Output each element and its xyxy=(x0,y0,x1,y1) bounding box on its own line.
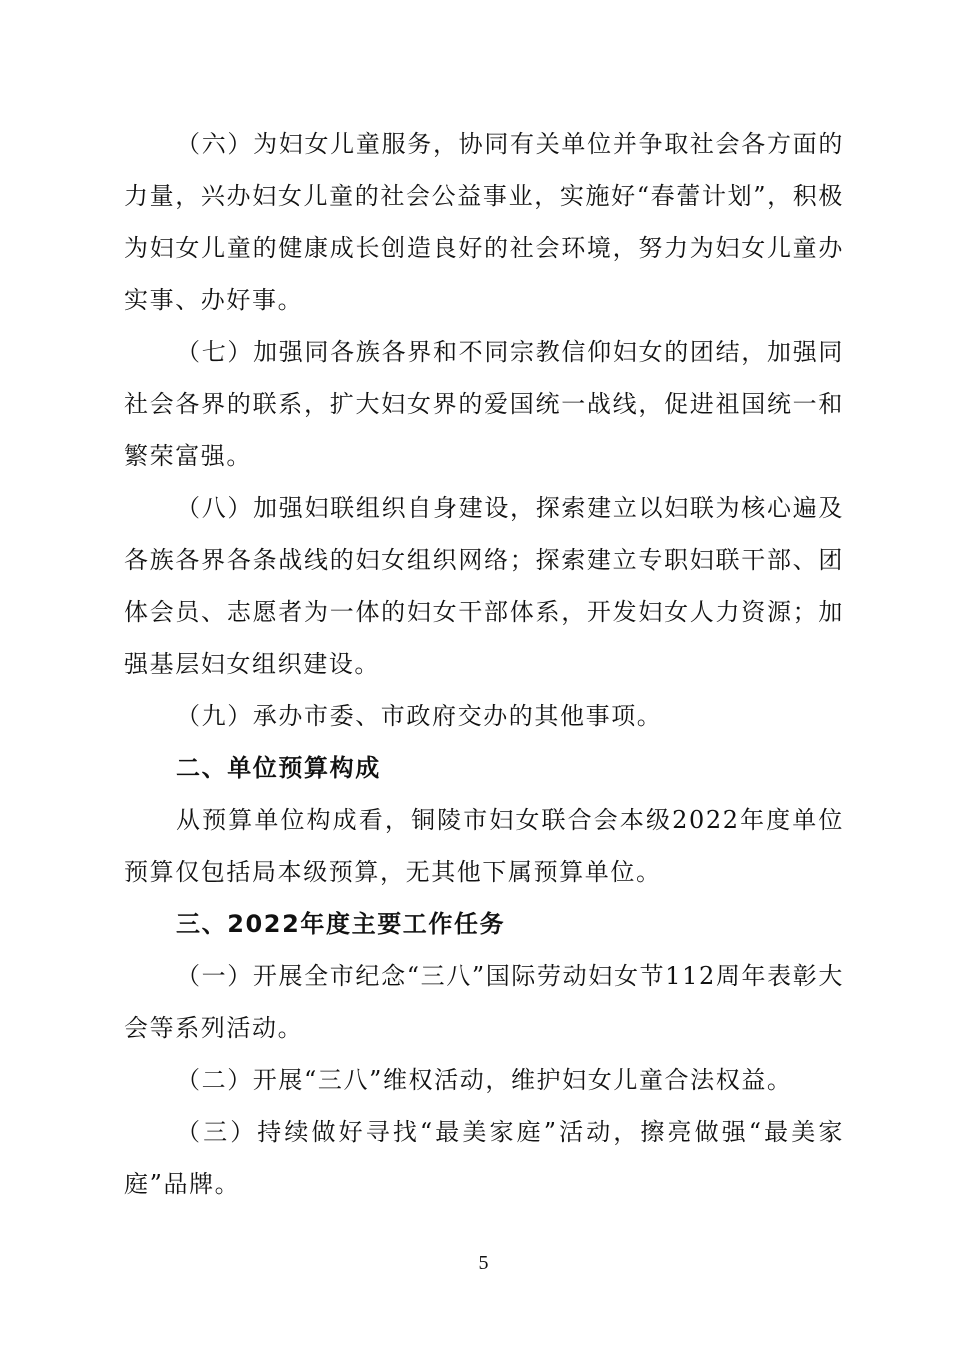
task-item-1: （一）开展全市纪念“三八”国际劳动妇女节112周年表彰大会等系列活动。 xyxy=(124,962,844,1042)
document-body xyxy=(124,118,844,1210)
paragraph-item-9: （九）承办市委、市政府交办的其他事项。 xyxy=(176,702,663,730)
page-number: 5 xyxy=(478,1252,489,1274)
paragraph-item-7: （七）加强同各族各界和不同宗教信仰妇女的团结，加强同社会各界的联系，扩大妇女界的爱国统一战线，促进祖国统一和繁荣富强。 xyxy=(124,338,844,470)
paragraph-item-6: （六）为妇女儿童服务，协同有关单位并争取社会各方面的力量，兴办妇女儿童的社会公益事业，实施好“春蕾计划”，积极为妇女儿童的健康成长创造良好的社会环境，努力为妇女儿童办实事、办好事。 xyxy=(124,130,844,314)
section-heading-main-tasks: 三、2022年度主要工作任务 xyxy=(176,910,506,938)
section-heading-budget-composition: 二、单位预算构成 xyxy=(176,754,381,782)
budget-composition-paragraph: 从预算单位构成看，铜陵市妇女联合会本级2022年度单位预算仅包括局本级预算，无其他下属预算单位。 xyxy=(124,806,844,886)
paragraph-item-8: （八）加强妇联组织自身建设，探索建立以妇联为核心遍及各族各界各条战线的妇女组织网络；探索建立专职妇联干部、团体会员、志愿者为一体的妇女干部体系，开发妇女人力资源；加强基层妇女组织建设。 xyxy=(124,494,844,678)
task-item-3: （三）持续做好寻找“最美家庭”活动，擦亮做强“最美家庭”品牌。 xyxy=(124,1118,844,1198)
task-item-2: （二）开展“三八”维权活动，维护妇女儿童合法权益。 xyxy=(176,1066,793,1094)
